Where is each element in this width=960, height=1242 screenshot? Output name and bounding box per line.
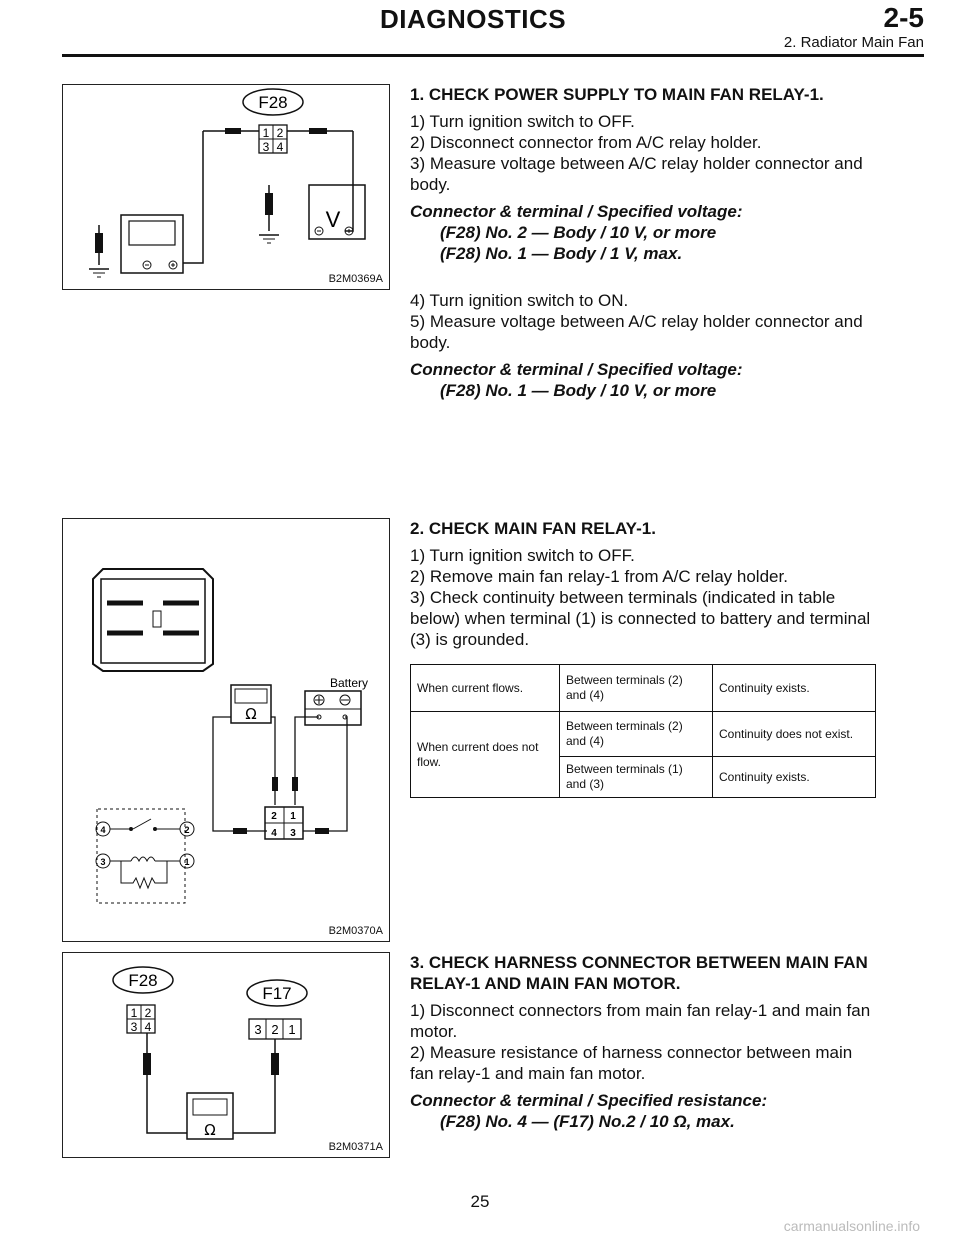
section-2 <box>410 518 876 798</box>
step: 3) Check continuity between terminals (indicated in table below) when terminal (1) is connected to battery and terminal (3) is grounded. <box>410 588 871 649</box>
step: 5) Measure voltage between A/C relay holder connector and body. <box>410 312 863 352</box>
step: 2) Disconnect connector from A/C relay holder. <box>410 133 762 152</box>
table-row: When current does not flow. Between terminals (2) and (4) Continuity does not exist. <box>411 712 876 757</box>
svg-text:1: 1 <box>290 811 296 822</box>
section-3-heading: 3. CHECK HARNESS CONNECTOR BETWEEN MAIN FAN RELAY-1 AND MAIN FAN MOTOR. <box>410 953 868 993</box>
harness-diagram <box>63 953 389 1157</box>
svg-text:4: 4 <box>100 825 106 835</box>
continuity-table <box>410 664 876 798</box>
figure-code: B2M0369A <box>328 273 383 285</box>
figure-code: B2M0371A <box>328 1141 383 1153</box>
section-2-heading: 2. CHECK MAIN FAN RELAY-1. <box>410 519 656 538</box>
svg-text:3: 3 <box>130 1020 138 1034</box>
svg-text:2: 2 <box>271 1022 279 1037</box>
step: 2) Remove main fan relay-1 from A/C relay holder. <box>410 567 788 586</box>
svg-text:1: 1 <box>130 1006 138 1020</box>
section-title: DIAGNOSTICS <box>380 4 567 34</box>
figure-relay-check <box>62 518 390 942</box>
step: 2) Measure resistance of harness connector between main fan relay-1 and main fan motor. <box>410 1043 853 1083</box>
relay-diagram <box>63 519 389 941</box>
connector-label-f28: F28 <box>258 93 288 112</box>
svg-text:2: 2 <box>271 811 277 822</box>
svg-text:1: 1 <box>288 1022 296 1037</box>
figure-power-supply <box>62 84 390 290</box>
svg-text:1: 1 <box>262 126 270 140</box>
svg-text:3: 3 <box>262 140 270 154</box>
svg-text:2: 2 <box>144 1006 152 1020</box>
svg-text:Ω: Ω <box>245 705 257 723</box>
svg-text:Ω: Ω <box>204 1121 216 1139</box>
connector-label-f28: F28 <box>128 971 158 990</box>
section-1 <box>410 84 876 401</box>
table-row: When current flows. Between terminals (2) and (4) Continuity exists. <box>411 665 876 712</box>
svg-text:V: V <box>325 207 341 232</box>
step: 4) Turn ignition switch to ON. <box>410 291 629 310</box>
svg-text:1: 1 <box>184 857 190 867</box>
svg-text:3: 3 <box>100 857 106 867</box>
svg-text:2: 2 <box>276 126 284 140</box>
svg-text:4: 4 <box>276 140 284 154</box>
figure-code: B2M0370A <box>328 925 383 937</box>
step: 1) Turn ignition switch to OFF. <box>410 112 635 131</box>
page-number: 25 <box>470 1192 490 1211</box>
section-3 <box>410 952 876 1132</box>
svg-text:3: 3 <box>290 828 296 839</box>
table-row: Between terminals (1) and (3) Continuity exists. <box>411 757 876 798</box>
svg-text:2: 2 <box>184 825 190 835</box>
svg-text:4: 4 <box>144 1020 152 1034</box>
section-number: 2-5 <box>883 2 924 33</box>
svg-text:4: 4 <box>271 828 277 839</box>
figure-harness-check <box>62 952 390 1158</box>
watermark: carmanualsonline.info <box>783 1218 920 1234</box>
spec-voltage-on: Connector & terminal / Specified voltage: (F28) No. 1 — Body / 10 V, or more <box>410 360 743 400</box>
wiring-diagram-1 <box>63 85 389 289</box>
header-rule <box>62 54 924 57</box>
svg-text:3: 3 <box>254 1022 262 1037</box>
connector-label-f17: F17 <box>262 984 292 1003</box>
battery-label: Battery <box>329 676 369 690</box>
section-1-heading: 1. CHECK POWER SUPPLY TO MAIN FAN RELAY-1. <box>410 85 824 104</box>
step: 1) Turn ignition switch to OFF. <box>410 546 635 565</box>
section-subtitle: 2. Radiator Main Fan <box>783 34 924 51</box>
spec-resistance: Connector & terminal / Specified resistance: (F28) No. 4 — (F17) No.2 / 10 Ω, max. <box>410 1091 768 1131</box>
step: 3) Measure voltage between A/C relay holder connector and body. <box>410 154 863 194</box>
spec-voltage-off: Connector & terminal / Specified voltage: (F28) No. 2 — Body / 10 V, or more (F28) No. 1 — Body / 1 V, max. <box>410 202 743 263</box>
step: 1) Disconnect connectors from main fan relay-1 and main fan motor. <box>410 1001 871 1041</box>
